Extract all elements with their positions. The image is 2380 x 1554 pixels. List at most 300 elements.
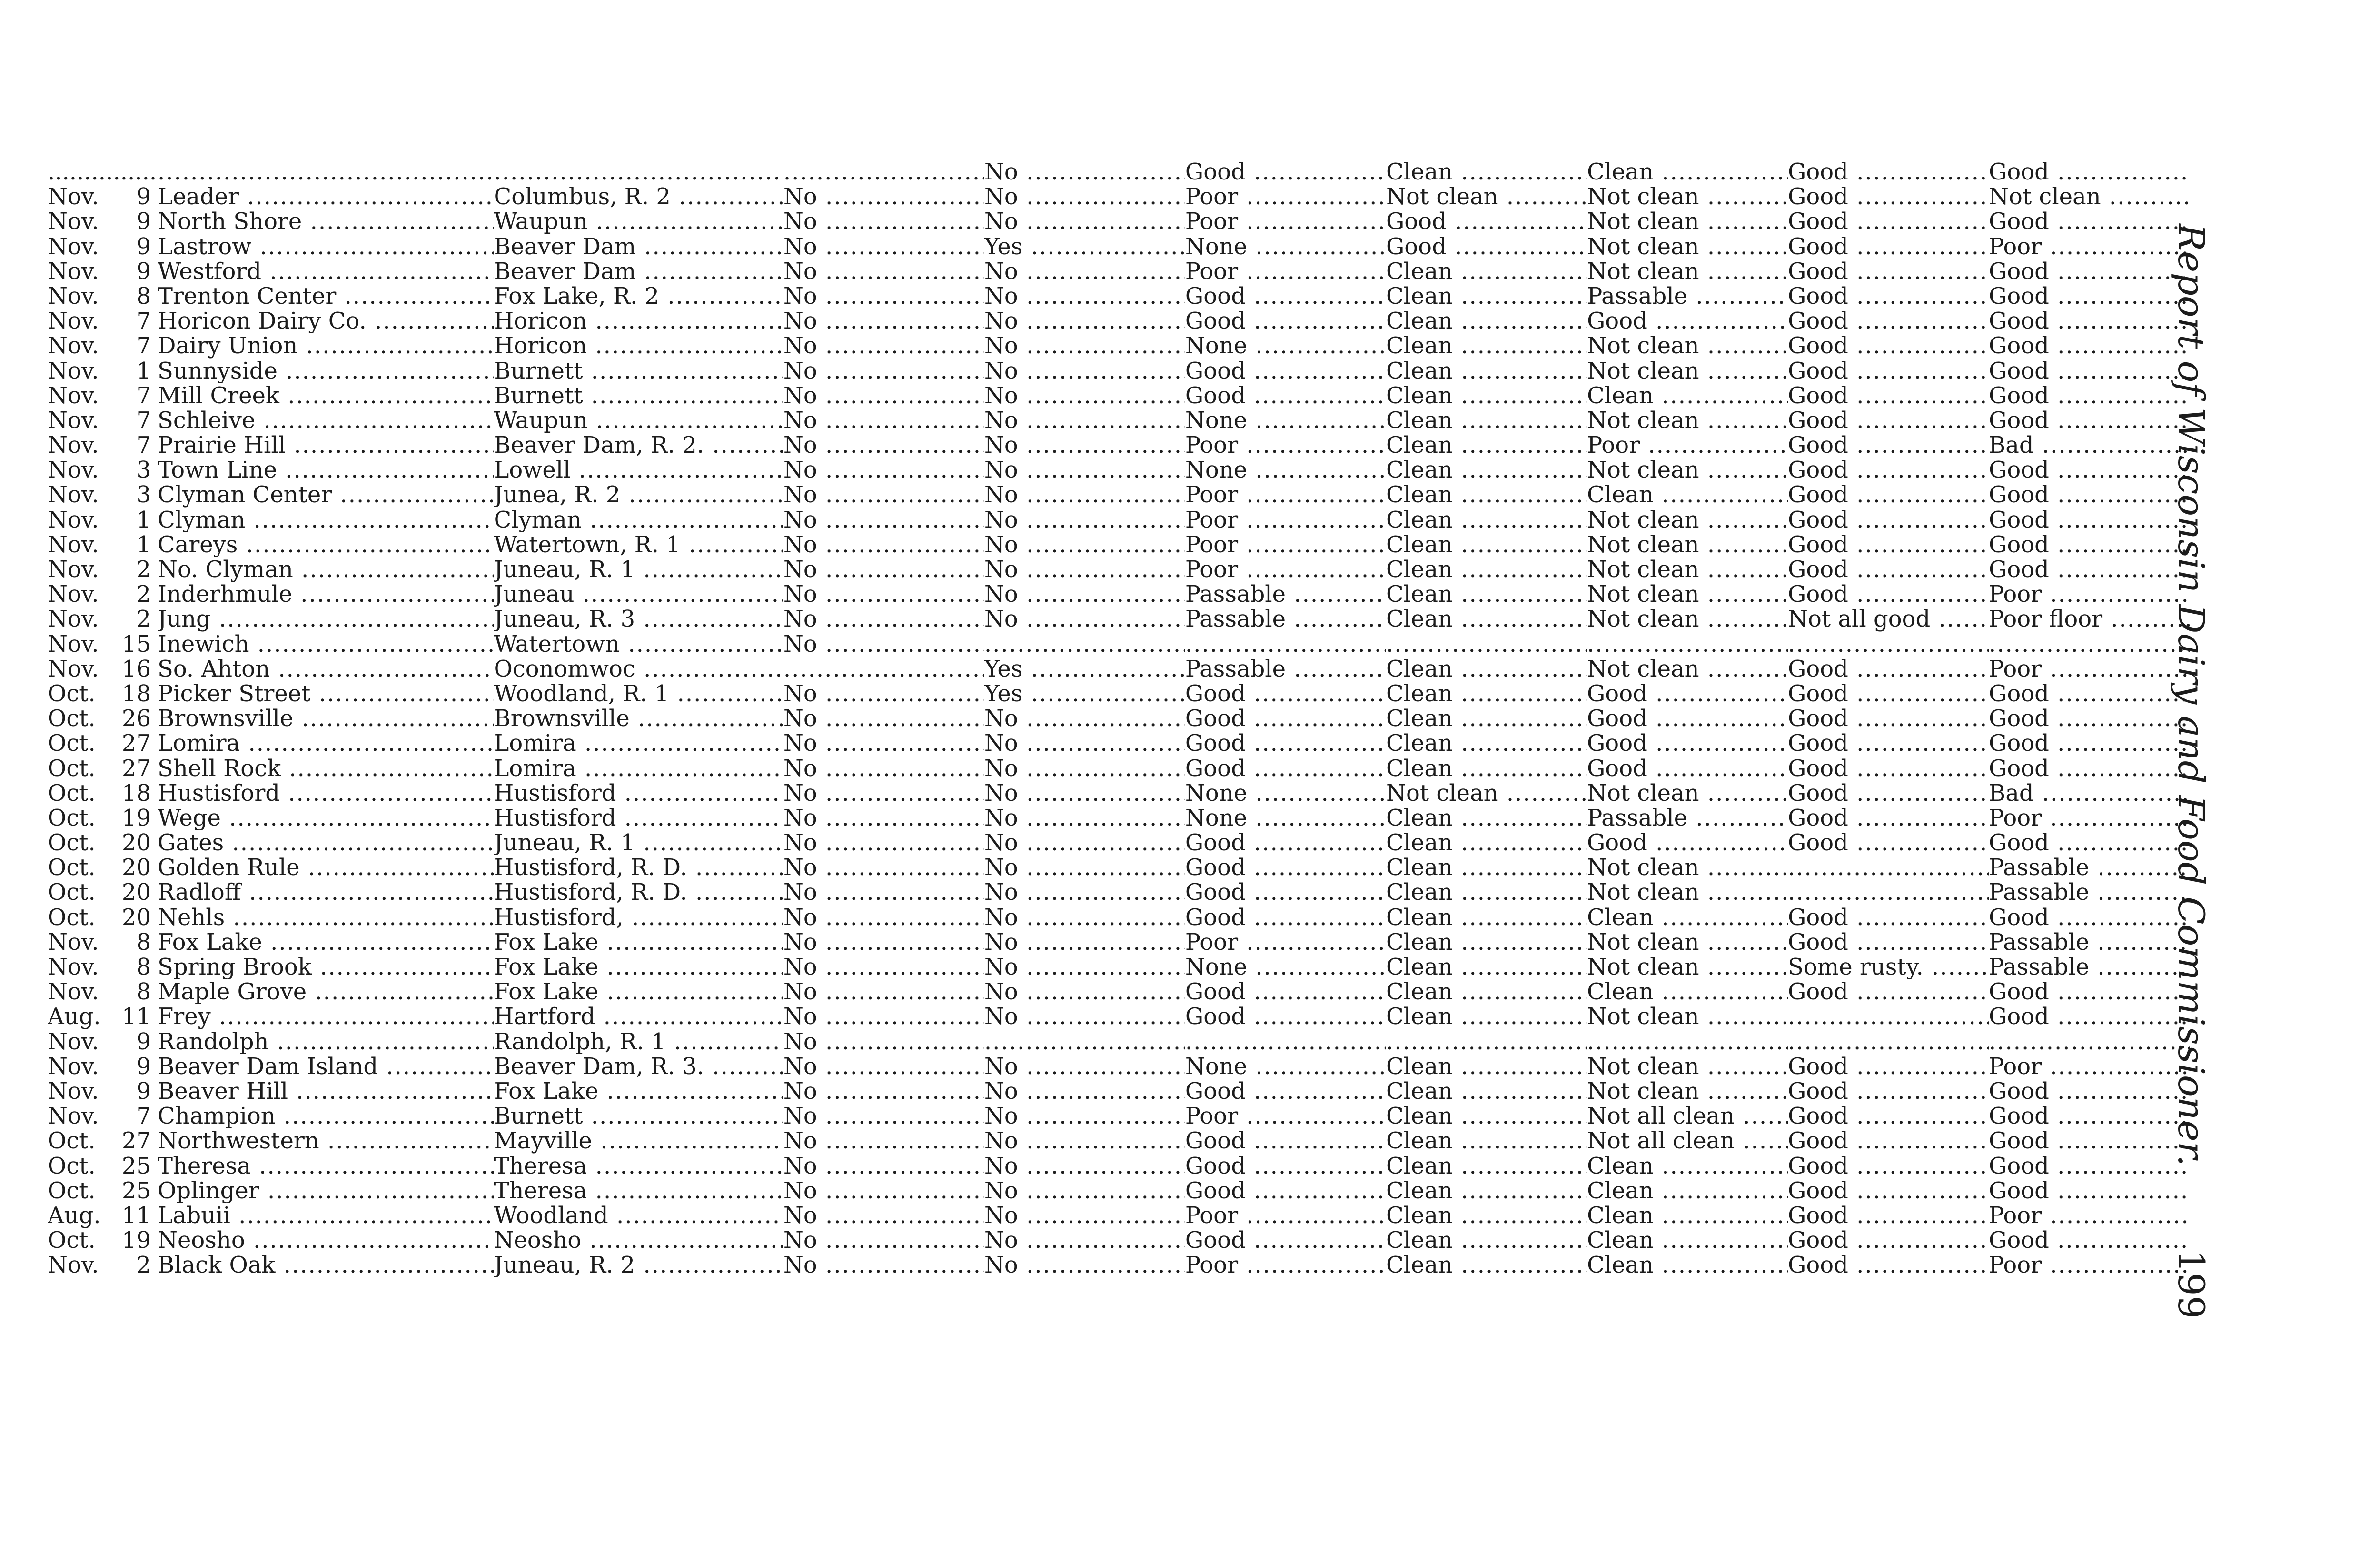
creamery-name-cell: Jung .....: [158, 607, 494, 631]
value-7-cell: Good .....: [1989, 1104, 2190, 1128]
day-cell: 9: [136, 209, 151, 234]
value-5-cell: Good .....: [1587, 309, 1788, 333]
value-7-cell: Good .....: [1989, 1079, 2190, 1104]
month-cell: Nov.: [48, 283, 99, 309]
value-5-cell: Good .....: [1587, 830, 1788, 855]
value-3-cell: Poor .....: [1185, 209, 1386, 234]
value-2-cell: No .....: [984, 557, 1185, 582]
post-office-cell: Randolph, R. 1 .....: [494, 1029, 783, 1054]
value-3-cell: None .....: [1185, 806, 1386, 830]
table-row: [48, 1079, 2190, 1104]
value-6-cell: Good .....: [1788, 433, 1989, 458]
value-1-cell: No .....: [783, 681, 984, 706]
value-2-cell: Yes .....: [984, 657, 1185, 681]
value-5-cell: Not clean .....: [1587, 1054, 1788, 1079]
value-3-cell: Good .....: [1185, 1079, 1386, 1104]
value-6-cell: [1788, 855, 1989, 880]
value-1-cell: No .....: [783, 1228, 984, 1253]
value-6-cell: Good .....: [1788, 979, 1989, 1004]
post-office-cell: Beaver Dam .....: [494, 259, 783, 284]
value-4-cell: Clean .....: [1386, 482, 1587, 507]
creamery-name-cell: Frey .....: [158, 1004, 494, 1029]
month-cell: Oct.: [48, 780, 96, 806]
creamery-name-cell: Clyman .....: [158, 508, 494, 532]
value-5-cell: Passable .....: [1587, 806, 1788, 830]
value-5-cell: Not clean .....: [1587, 209, 1788, 234]
value-4-cell: Clean .....: [1386, 930, 1587, 955]
value-2-cell: Yes .....: [984, 234, 1185, 259]
table-row: [48, 681, 2190, 706]
value-7-cell: Good .....: [1989, 979, 2190, 1004]
creamery-name-cell: Northwestern .....: [158, 1128, 494, 1153]
month-cell: Nov.: [48, 209, 99, 234]
value-5-cell: Good .....: [1587, 681, 1788, 706]
post-office-cell: Mayville .....: [494, 1128, 783, 1153]
value-3-cell: None .....: [1185, 458, 1386, 482]
table-row: [48, 482, 2190, 507]
value-2-cell: No .....: [984, 855, 1185, 880]
value-7-cell: Good .....: [1989, 756, 2190, 781]
post-office-cell: [494, 159, 783, 184]
value-2-cell: No .....: [984, 532, 1185, 557]
value-4-cell: Clean .....: [1386, 159, 1587, 184]
day-cell: 18: [121, 780, 151, 806]
table-row: [48, 359, 2190, 383]
value-5-cell: Not all clean .....: [1587, 1128, 1788, 1153]
value-1-cell: No .....: [783, 1054, 984, 1079]
value-2-cell: No .....: [984, 482, 1185, 507]
month-cell: Nov.: [48, 408, 99, 433]
value-7-cell: Good .....: [1989, 458, 2190, 482]
value-2-cell: No .....: [984, 1253, 1185, 1277]
running-header: [2160, 224, 2212, 1319]
value-3-cell: Poor .....: [1185, 557, 1386, 582]
value-1-cell: No .....: [783, 905, 984, 930]
value-1-cell: No .....: [783, 234, 984, 259]
value-6-cell: Good .....: [1788, 657, 1989, 681]
creamery-name-cell: Beaver Dam Island .....: [158, 1054, 494, 1079]
value-1-cell: [783, 657, 984, 681]
month-cell: Oct.: [48, 805, 96, 831]
value-7-cell: Poor .....: [1989, 234, 2190, 259]
table-row: [48, 284, 2190, 309]
creamery-name-cell: Radloff .....: [158, 880, 494, 905]
value-7-cell: Good .....: [1989, 830, 2190, 855]
value-1-cell: No .....: [783, 383, 984, 408]
post-office-cell: Juneau, R. 2 .....: [494, 1253, 783, 1277]
value-5-cell: Clean .....: [1587, 482, 1788, 507]
value-4-cell: Clean .....: [1386, 1203, 1587, 1228]
table-row: [48, 259, 2190, 284]
creamery-name-cell: Brownsville .....: [158, 706, 494, 731]
value-6-cell: Good .....: [1788, 781, 1989, 806]
value-6-cell: Good .....: [1788, 1178, 1989, 1203]
value-5-cell: Clean .....: [1587, 1203, 1788, 1228]
creamery-name-cell: Wege .....: [158, 806, 494, 830]
value-1-cell: No .....: [783, 184, 984, 209]
day-cell: 7: [136, 433, 151, 458]
value-7-cell: Good .....: [1989, 159, 2190, 184]
value-3-cell: Good .....: [1185, 1154, 1386, 1178]
table-row: [48, 1253, 2190, 1277]
creamery-name-cell: Neosho .....: [158, 1228, 494, 1253]
value-4-cell: Clean .....: [1386, 905, 1587, 930]
day-cell: [113, 159, 158, 184]
month-cell: Oct.: [48, 1178, 96, 1203]
post-office-cell: Woodland, R. 1 .....: [494, 681, 783, 706]
value-6-cell: Good .....: [1788, 159, 1989, 184]
month-cell: Nov.: [48, 1054, 99, 1079]
value-4-cell: Clean .....: [1386, 359, 1587, 383]
day-cell: 9: [136, 184, 151, 209]
day-cell: 25: [121, 1153, 151, 1178]
value-5-cell: Not clean .....: [1587, 855, 1788, 880]
value-7-cell: Passable .....: [1989, 855, 2190, 880]
value-3-cell: None .....: [1185, 1054, 1386, 1079]
value-2-cell: No .....: [984, 209, 1185, 234]
value-4-cell: [1386, 632, 1587, 657]
value-6-cell: Good .....: [1788, 284, 1989, 309]
post-office-cell: Theresa .....: [494, 1178, 783, 1203]
value-6-cell: Good .....: [1788, 905, 1989, 930]
value-1-cell: No .....: [783, 1128, 984, 1153]
value-1-cell: No .....: [783, 508, 984, 532]
post-office-cell: Hustisford, R. D. .....: [494, 880, 783, 905]
post-office-cell: Watertown .....: [494, 632, 783, 657]
value-4-cell: Clean .....: [1386, 681, 1587, 706]
value-7-cell: Passable .....: [1989, 930, 2190, 955]
value-6-cell: Good .....: [1788, 359, 1989, 383]
creamery-name-cell: Clyman Center .....: [158, 482, 494, 507]
value-4-cell: Clean .....: [1386, 806, 1587, 830]
day-cell: 20: [121, 905, 151, 930]
day-cell: 7: [136, 1104, 151, 1129]
day-cell: 19: [121, 1228, 151, 1253]
month-cell: Oct.: [48, 731, 96, 756]
creamery-name-cell: Sunnyside .....: [158, 359, 494, 383]
value-1-cell: No .....: [783, 557, 984, 582]
value-2-cell: No .....: [984, 1104, 1185, 1128]
value-5-cell: Not clean .....: [1587, 657, 1788, 681]
post-office-cell: Juneau .....: [494, 582, 783, 607]
value-4-cell: Clean .....: [1386, 1128, 1587, 1153]
month-cell: Oct.: [48, 1153, 96, 1178]
value-1-cell: No .....: [783, 731, 984, 756]
value-2-cell: No .....: [984, 582, 1185, 607]
value-7-cell: Good .....: [1989, 209, 2190, 234]
value-2-cell: No .....: [984, 359, 1185, 383]
value-1-cell: No .....: [783, 1178, 984, 1203]
day-cell: 25: [121, 1178, 151, 1203]
value-2-cell: No .....: [984, 309, 1185, 333]
value-7-cell: Poor floor .....: [1989, 607, 2190, 631]
creamery-name-cell: Dairy Union .....: [158, 333, 494, 358]
post-office-cell: Clyman .....: [494, 508, 783, 532]
creamery-name-cell: Trenton Center .....: [158, 284, 494, 309]
value-3-cell: Poor .....: [1185, 508, 1386, 532]
value-7-cell: Good .....: [1989, 557, 2190, 582]
value-7-cell: [1989, 1029, 2190, 1054]
post-office-cell: Oconomwoc .....: [494, 657, 783, 681]
day-cell: 7: [136, 383, 151, 408]
day-cell: 11: [121, 1004, 151, 1029]
value-6-cell: Good .....: [1788, 408, 1989, 433]
value-3-cell: Good .....: [1185, 159, 1386, 184]
table-row: [48, 408, 2190, 433]
value-3-cell: Good .....: [1185, 979, 1386, 1004]
value-5-cell: Not clean .....: [1587, 557, 1788, 582]
value-3-cell: Passable .....: [1185, 607, 1386, 631]
value-7-cell: [1989, 632, 2190, 657]
value-7-cell: Good .....: [1989, 1178, 2190, 1203]
post-office-cell: Juneau, R. 3 .....: [494, 607, 783, 631]
value-4-cell: Clean .....: [1386, 408, 1587, 433]
value-7-cell: Good .....: [1989, 681, 2190, 706]
value-5-cell: Not clean .....: [1587, 259, 1788, 284]
month-cell: Aug.: [48, 1203, 101, 1228]
value-3-cell: None .....: [1185, 781, 1386, 806]
month-cell: Oct.: [48, 905, 96, 930]
table-row: [48, 458, 2190, 482]
value-6-cell: Some rusty. .....: [1788, 955, 1989, 979]
value-3-cell: Good .....: [1185, 1228, 1386, 1253]
value-5-cell: [1587, 1029, 1788, 1054]
value-5-cell: Clean .....: [1587, 1228, 1788, 1253]
value-5-cell: Clean .....: [1587, 905, 1788, 930]
creamery-name-cell: Leader .....: [158, 184, 494, 209]
value-7-cell: Bad .....: [1989, 781, 2190, 806]
post-office-cell: Hustisford, R. D. .....: [494, 855, 783, 880]
value-7-cell: Good .....: [1989, 508, 2190, 532]
value-7-cell: Passable .....: [1989, 955, 2190, 979]
value-1-cell: No .....: [783, 209, 984, 234]
creamery-name-cell: Shell Rock .....: [158, 756, 494, 781]
table-row: [48, 508, 2190, 532]
value-1-cell: No .....: [783, 955, 984, 979]
value-1-cell: No .....: [783, 855, 984, 880]
value-1-cell: No .....: [783, 333, 984, 358]
value-7-cell: Poor .....: [1989, 1203, 2190, 1228]
value-3-cell: Poor .....: [1185, 433, 1386, 458]
value-7-cell: Good .....: [1989, 905, 2190, 930]
value-4-cell: Clean .....: [1386, 706, 1587, 731]
value-5-cell: Clean .....: [1587, 383, 1788, 408]
table-row: [48, 1154, 2190, 1178]
month-cell: Nov.: [48, 1253, 99, 1278]
value-3-cell: [1185, 632, 1386, 657]
value-6-cell: [1788, 1004, 1989, 1029]
value-6-cell: [1788, 632, 1989, 657]
creamery-name-cell: North Shore .....: [158, 209, 494, 234]
value-4-cell: Clean .....: [1386, 458, 1587, 482]
month-cell: Nov.: [48, 333, 99, 359]
post-office-cell: Woodland .....: [494, 1203, 783, 1228]
value-6-cell: Good .....: [1788, 184, 1989, 209]
creamery-name-cell: Mill Creek .....: [158, 383, 494, 408]
creamery-name-cell: Careys .....: [158, 532, 494, 557]
day-cell: 20: [121, 830, 151, 856]
month-cell: Nov.: [48, 631, 99, 657]
month-cell: Nov.: [48, 955, 99, 980]
table-row: [48, 706, 2190, 731]
value-5-cell: Clean .....: [1587, 159, 1788, 184]
value-6-cell: Good .....: [1788, 830, 1989, 855]
post-office-cell: Lowell .....: [494, 458, 783, 482]
value-3-cell: Poor .....: [1185, 532, 1386, 557]
table-row: [48, 607, 2190, 631]
value-6-cell: [1788, 880, 1989, 905]
day-cell: 20: [121, 855, 151, 880]
creamery-name-cell: Horicon Dairy Co. .....: [158, 309, 494, 333]
post-office-cell: Beaver Dam .....: [494, 234, 783, 259]
value-3-cell: Good .....: [1185, 706, 1386, 731]
value-3-cell: Good .....: [1185, 309, 1386, 333]
day-cell: 1: [136, 532, 151, 557]
value-5-cell: Clean .....: [1587, 1178, 1788, 1203]
value-1-cell: No .....: [783, 1004, 984, 1029]
table-row: [48, 234, 2190, 259]
day-cell: 3: [136, 458, 151, 483]
value-1-cell: No .....: [783, 359, 984, 383]
value-3-cell: Poor .....: [1185, 482, 1386, 507]
creamery-name-cell: No. Clyman .....: [158, 557, 494, 582]
value-7-cell: Good .....: [1989, 482, 2190, 507]
creamery-name-cell: Lomira .....: [158, 731, 494, 756]
table-row: [48, 1029, 2190, 1054]
value-4-cell: Clean .....: [1386, 508, 1587, 532]
value-6-cell: Good .....: [1788, 532, 1989, 557]
value-3-cell: Good .....: [1185, 1004, 1386, 1029]
value-3-cell: Poor .....: [1185, 1104, 1386, 1128]
month-cell: Nov.: [48, 358, 99, 383]
creamery-name-cell: Hustisford .....: [158, 781, 494, 806]
post-office-cell: Watertown, R. 1 .....: [494, 532, 783, 557]
value-2-cell: No .....: [984, 383, 1185, 408]
month-cell: Nov.: [48, 507, 99, 532]
post-office-cell: Fox Lake .....: [494, 979, 783, 1004]
value-6-cell: Not all good .....: [1788, 607, 1989, 631]
creamery-name-cell: Westford .....: [158, 259, 494, 284]
table-row: [48, 383, 2190, 408]
value-1-cell: No .....: [783, 532, 984, 557]
value-6-cell: Good .....: [1788, 383, 1989, 408]
value-2-cell: No .....: [984, 880, 1185, 905]
table-row: [48, 1128, 2190, 1153]
month-cell: Nov.: [48, 259, 99, 284]
value-3-cell: Poor .....: [1185, 1253, 1386, 1277]
value-7-cell: Poor .....: [1989, 1253, 2190, 1277]
value-7-cell: Good .....: [1989, 731, 2190, 756]
value-4-cell: Clean .....: [1386, 830, 1587, 855]
creamery-name-cell: Randolph .....: [158, 1029, 494, 1054]
post-office-cell: Burnett .....: [494, 1104, 783, 1128]
month-cell: Oct.: [48, 830, 96, 856]
creamery-name-cell: Picker Street .....: [158, 681, 494, 706]
value-3-cell: Good .....: [1185, 681, 1386, 706]
value-6-cell: Good .....: [1788, 1054, 1989, 1079]
value-6-cell: Good .....: [1788, 731, 1989, 756]
day-cell: 27: [121, 731, 151, 756]
value-3-cell: Poor .....: [1185, 184, 1386, 209]
value-6-cell: Good .....: [1788, 1154, 1989, 1178]
value-1-cell: No .....: [783, 1253, 984, 1277]
table-row: [48, 979, 2190, 1004]
value-5-cell: Poor .....: [1587, 433, 1788, 458]
value-7-cell: Good .....: [1989, 383, 2190, 408]
value-2-cell: No .....: [984, 830, 1185, 855]
value-6-cell: Good .....: [1788, 1128, 1989, 1153]
value-2-cell: No .....: [984, 1203, 1185, 1228]
value-3-cell: None .....: [1185, 955, 1386, 979]
day-cell: 26: [121, 706, 151, 731]
value-1-cell: No .....: [783, 781, 984, 806]
value-3-cell: Good .....: [1185, 1178, 1386, 1203]
value-7-cell: Passable .....: [1989, 880, 2190, 905]
day-cell: 2: [136, 607, 151, 632]
value-2-cell: No .....: [984, 731, 1185, 756]
value-6-cell: Good .....: [1788, 1104, 1989, 1128]
post-office-cell: Hustisford .....: [494, 806, 783, 830]
day-cell: 9: [136, 234, 151, 259]
day-cell: 27: [121, 756, 151, 781]
value-5-cell: Not clean .....: [1587, 532, 1788, 557]
value-3-cell: Poor .....: [1185, 1203, 1386, 1228]
value-4-cell: Clean .....: [1386, 880, 1587, 905]
creamery-name-cell: Golden Rule .....: [158, 855, 494, 880]
table-row: [48, 1178, 2190, 1203]
value-1-cell: No .....: [783, 632, 984, 657]
value-4-cell: Clean .....: [1386, 607, 1587, 631]
value-7-cell: Good .....: [1989, 1228, 2190, 1253]
value-2-cell: No .....: [984, 408, 1185, 433]
value-2-cell: No .....: [984, 259, 1185, 284]
value-3-cell: None .....: [1185, 408, 1386, 433]
table-row: [48, 855, 2190, 880]
value-4-cell: Good .....: [1386, 234, 1587, 259]
value-5-cell: Not clean .....: [1587, 781, 1788, 806]
day-cell: 15: [121, 631, 151, 657]
value-5-cell: Clean .....: [1587, 979, 1788, 1004]
day-cell: 11: [121, 1203, 151, 1228]
value-5-cell: Not clean .....: [1587, 582, 1788, 607]
month-cell: Nov.: [48, 383, 99, 408]
value-4-cell: Clean .....: [1386, 309, 1587, 333]
value-3-cell: Good .....: [1185, 855, 1386, 880]
post-office-cell: Hustisford .....: [494, 781, 783, 806]
month-cell: Nov.: [48, 482, 99, 508]
value-7-cell: Good .....: [1989, 284, 2190, 309]
month-cell: Nov.: [48, 607, 99, 632]
value-2-cell: No .....: [984, 1054, 1185, 1079]
value-1-cell: No .....: [783, 458, 984, 482]
value-7-cell: Poor .....: [1989, 1054, 2190, 1079]
creamery-name-cell: [158, 159, 494, 184]
value-2-cell: No .....: [984, 979, 1185, 1004]
value-6-cell: Good .....: [1788, 681, 1989, 706]
value-4-cell: Clean .....: [1386, 731, 1587, 756]
value-5-cell: Not clean .....: [1587, 359, 1788, 383]
month-cell: Nov.: [48, 309, 99, 334]
month-cell: Nov.: [48, 656, 99, 681]
value-4-cell: Clean .....: [1386, 433, 1587, 458]
value-7-cell: Good .....: [1989, 333, 2190, 358]
creamery-name-cell: Inderhmule .....: [158, 582, 494, 607]
value-7-cell: Poor .....: [1989, 582, 2190, 607]
post-office-cell: Fox Lake .....: [494, 955, 783, 979]
value-4-cell: Clean .....: [1386, 383, 1587, 408]
value-1-cell: No .....: [783, 1029, 984, 1054]
value-2-cell: No .....: [984, 458, 1185, 482]
